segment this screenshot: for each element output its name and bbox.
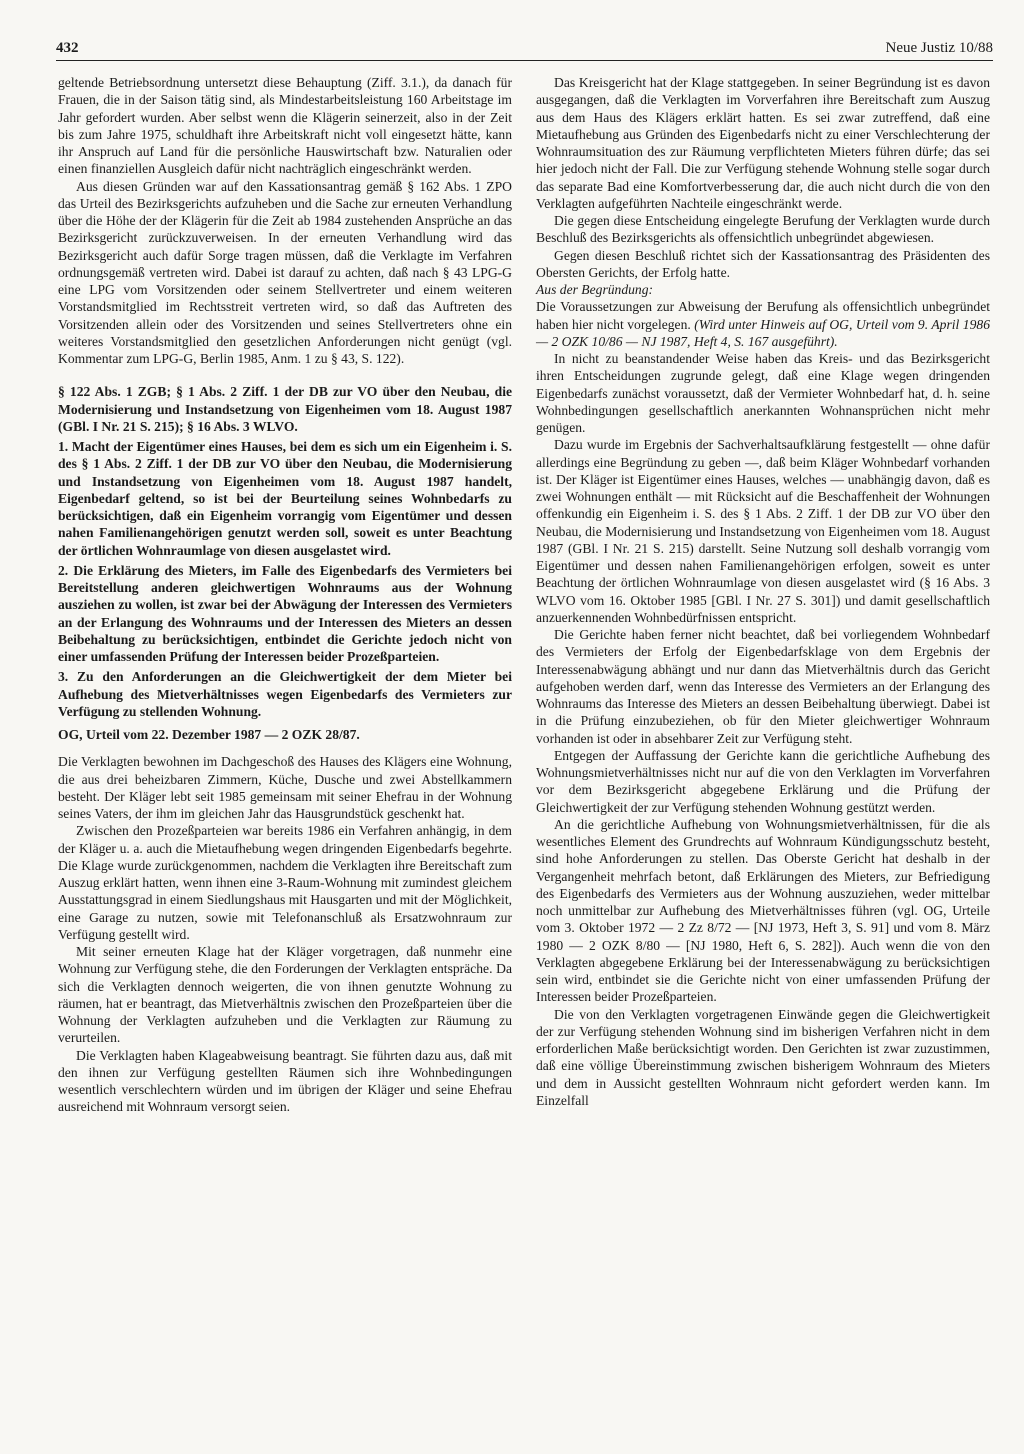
paragraph: An die gerichtliche Aufhebung von Wohnungsmietverhältnissen, für die als wesentliches Element des Grundrechts auf Wohnraum Kündigungsschutz besteht, sind hohe Anforderungen zu stellen. Das Oberste Gericht hat deshalb in der Vergangenheit mehrfach betont, daß Erklärungen des Mieters, zur Befriedigung des Eigenbedarfs des Vermieters aus der Wohnung auszuziehen, weder mittelbar noch unmittelbar zur Aufhebung des Mietverhältnisses führen (vgl. OG, Urteile vom 3. Oktober 1972 — 2 Zz 8/72 — [NJ 1973, Heft 3, S. 91] und vom 8. März 1980 — 2 OZK 8/80 — [NJ 1980, Heft 6, S. 282]). Auch wenn die von den Verklagten abgegebene Erklärung bei der Interessenabwägung zu berücksichtigen sein wird, entbindet sie die Gerichte nicht von einer umfassenden Prüfung der Interessen beider Prozeßparteien. [536, 816, 990, 1005]
paragraph: Entgegen der Auffassung der Gerichte kann die gerichtliche Aufhebung des Wohnungsmietverhältnisses nicht nur auf die von den Verklagten im Vorverfahren vor dem Bezirksgericht abgegebene Erklärung und die Prüfung der Gleichwertigkeit der zur Verfügung stehenden Wohnung gestützt werden. [536, 747, 990, 815]
paragraph: In nicht zu beanstandender Weise haben das Kreis- und das Bezirksgericht ihren Entscheidungen zugrunde gelegt, daß eine Klage wegen dringenden Eigenbedarfs zunächst voraussetzt, daß der Vermieter Wohnbedarf hat, d. h. seine Wohnbedingungen gesellschaftlich anerkannten Wohnansprüchen nicht mehr genügen. [536, 351, 990, 435]
decision-citation: OG, Urteil vom 22. Dezember 1987 — 2 OZK 28/87. [58, 727, 360, 742]
paragraph: Mit seiner erneuten Klage hat der Kläger vorgetragen, daß nunmehr eine Wohnung zur Verfügung stehe, die den Forderungen der Verklagten entspräche. Da sich die Verklagten dennoch weigerten, die von ihnen genutzte Wohnung zu räumen, hat er beantragt, das Mietverhältnis zwischen den Prozeßparteien über die Wohnung der Verklagten aufzuheben und die Verklagten zur Räumung zu verurteilen. [58, 944, 512, 1046]
headnote-item-2: 2. Die Erklärung des Mieters, im Falle des Eigenbedarfs des Vermieters bei Bereitstellung anderen gleichwertigen Wohnraums aus der Wohnung ausziehen zu wollen, ist zwar bei der Abwägung der Interessen des Vermieters an der Erlangung des Wohnraums und der Interessen des Mieters an dessen Beibehaltung zu berücksichtigen, entbindet die Gerichte jedoch nicht von einer umfassenden Prüfung der Interessen beider Prozeßparteien. [58, 562, 512, 664]
paragraph-text: Die Voraussetzungen zur Abweisung der Berufung als offensichtlich unbegründet haben hier nicht vorgelegen. [536, 299, 990, 332]
spacer [58, 743, 512, 753]
section-heading: Aus der Begründung: [536, 282, 654, 297]
legal-norms: § 122 Abs. 1 ZGB; § 1 Abs. 2 Ziff. 1 der DB zur VO über den Neubau, die Modernisierung und Instandsetzung von Eigenheimen vom 18. August 1987 (GBl. I Nr. 21 S. 215); § 16 Abs. 3 WLVO. [58, 384, 512, 434]
paragraph [536, 298, 990, 350]
right-column [536, 74, 990, 1109]
page-header [56, 36, 993, 61]
paragraph: Die Verklagten bewohnen im Dachgeschoß des Hauses des Klägers eine Wohnung, die aus drei beheizbaren Zimmern, Küche, Dusche und zwei Abstellkammern besteht. Der Kläger lebt seit 1985 gemeinsam mit seiner Ehefrau in der Wohnung seines Vaters, der ihm im gleichen Jahr das Hausgrundstück geschenkt hat. [58, 754, 512, 821]
paragraph-continued: geltende Betriebsordnung untersetzt diese Behauptung (Ziff. 3.1.), da danach für Frauen, die in der Saison tätig sind, als Mindestarbeitsleistung 160 Arbeitstage im Jahr gefordert wurden. Aber selbst wenn die Klägerin seinerzeit, also in der Zeit bis zum Jahre 1975, schuldhaft ihre Arbeitskraft nicht voll eingesetzt hätte, kann ihr Anspruch auf Land für die persönliche Hauswirtschaft bzw. Naturalien oder einen finanziellen Ausgleich dafür nicht nachträglich eingeschränkt werden. [58, 75, 512, 177]
paragraph: Die von den Verklagten vorgetragenen Einwände gegen die Gleichwertigkeit der zur Verfügung stehenden Wohnung sind im bisherigen Verfahren nicht in dem erforderlichen Maße berücksichtigt worden. Den Gerichten ist zwar zuzustimmen, daß eine völlige Übereinstimmung zwischen bisherigem Wohnraum des Mieters und dem in Aussicht gestellten Wohnraum nicht gefordert werden kann. Im Einzelfall [536, 1006, 990, 1108]
paragraph: Dazu wurde im Ergebnis der Sachverhaltsaufklärung festgestellt — ohne dafür allerdings eine Begründung zu geben —, daß beim Kläger Wohnbedarf vorhanden ist. Der Kläger ist Eigentümer eines Hauses, welches — unabhängig davon, daß es zwei Wohnungen enthält — mit Rücksicht auf die Beschaffenheit der Wohnungen offenkundig ein Eigenheim i. S. des § 1 Abs. 2 Ziff. 1 der DB zur VO über den Neubau, die Modernisierung und Instandsetzung von Eigenheimen vom 18. August 1987 (GBl. I Nr. 21 S. 215) darstellt. Seine Nutzung soll deshalb vorrangig vom Eigentümer und dessen nahen Familienangehörigen erfolgen, soweit es unter Beachtung der örtlichen Wohnraumlage von diesen ausgelastet wird (§ 16 Abs. 3 WLVO vom 16. Oktober 1985 [GBl. I Nr. 27 S. 301]) und damit gesellschaftlich anzuerkennenden Wohnbedürfnissen entspricht. [536, 437, 990, 625]
left-column [58, 74, 512, 1116]
headnote-item-1: 1. Macht der Eigentümer eines Hauses, bei dem es sich um ein Eigenheim i. S. des § 1 Abs. 2 Ziff. 1 der DB zur VO über den Neubau, die Modernisierung und Instandsetzung von Eigenheimen vom 18. August 1987 handelt, Eigenbedarf geltend, so ist bei der Beurteilung seines Wohnbedarfs zu berücksichtigen, daß ein Eigenheim vorrangig vom Eigentümer und dessen nahen Familienangehörigen genutzt werden soll, soweit es unter Beachtung der örtlichen Wohnraumlage von diesen ausgelastet wird. [58, 439, 512, 558]
reference-note: (Wird unter Hinweis auf OG, Urteil vom 9. April 1986 — 2 OZK 10/86 — NJ 1987, Heft 4, S. 167 ausgeführt). [536, 316, 990, 349]
decision-headnote [58, 383, 512, 743]
paragraph: Die Verklagten haben Klageabweisung beantragt. Sie führten dazu aus, daß mit den ihnen zur Verfügung gestellten Räumen sich ihre Wohnbedingungen wesentlich verschlechtern würden und im übrigen der Kläger und seine Ehefrau ausreichend mit Wohnraum versorgt seien. [58, 1047, 512, 1115]
page-number: 432 [56, 40, 79, 56]
paragraph: Aus diesen Gründen war auf den Kassationsantrag gemäß § 162 Abs. 1 ZPO das Urteil des Bezirksgerichts aufzuheben und die Sache zur erneuten Verhandlung über die Höhe der der Klägerin für die Zeit ab 1984 zustehenden Ansprüche an das Bezirksgericht zurückzuverweisen. In der erneuten Verhandlung wird das Bezirksgericht auch dafür Sorge tragen müssen, daß die Verklagte im Verfahren ordnungsgemäß vertreten wird. Dabei ist darauf zu achten, daß nach § 43 LPG-G eine LPG vom Vorsitzenden oder seinem Stellvertreter und einem weiteren Vorstandsmitglied im Rechtsstreit vertreten wird, so daß das Auftreten des Vorsitzenden allein oder des Vorsitzenden und seines Stellvertreters ohne ein weiteres Vorstandsmitglied den gesetzlichen Anforderungen nicht genügt (vgl. Kommentar zum LPG-G, Berlin 1985, Anm. 1 zu § 43, S. 122). [58, 178, 512, 366]
paragraph: Die Gerichte haben ferner nicht beachtet, daß bei vorliegendem Wohnbedarf des Vermieters der Erfolg der Eigenbedarfsklage von dem Ergebnis der Interessenabwägung abhängt und nur dann das Mietverhältnis durch das Gericht aufgehoben werden darf, wenn das Interesse des Vermieters an der Erlangung des Wohnraums das Interesse des Mieters an dessen Beibehaltung überwiegt. Dabei ist in die Prüfung einzubeziehen, ob für den Mieter gleichwertiger Wohnraum vorhanden ist oder in absehbarer Zeit zur Verfügung steht. [536, 627, 990, 746]
paragraph: Die gegen diese Entscheidung eingelegte Berufung der Verklagten wurde durch Beschluß des Bezirksgerichts als offensichtlich unbegründet abgewiesen. [536, 213, 990, 246]
paragraph: Das Kreisgericht hat der Klage stattgegeben. In seiner Begründung ist es davon ausgegangen, daß die Verklagten im Vorverfahren ihre Bereitschaft zum Auszug aus dem Haus des Klägers erklärt hatten. Es sei zwar zutreffend, daß eine Mietaufhebung aus Gründen des Eigenbedarfs nicht zu einer Verschlechterung der Wohnraumsituation des zur Räumung verpflichteten Mieters führen dürfe; das sei hier jedoch nicht der Fall. Die zur Verfügung stehende Wohnung stelle sogar durch das separate Bad eine Komfortverbesserung dar, die auch nicht durch die von den Verklagten aufgeführten Nachteile eingeschränkt werde. [536, 75, 990, 211]
journal-issue: Neue Justiz 10/88 [885, 40, 993, 56]
headnote-item-3: 3. Zu den Anforderungen an die Gleichwertigkeit der dem Mieter bei Aufhebung des Mietverhältnisses wegen Eigenbedarfs des Vermieters zur Verfügung zu stellenden Wohnung. [58, 669, 512, 719]
paragraph: Zwischen den Prozeßparteien war bereits 1986 ein Verfahren anhängig, in dem der Kläger u. a. auch die Mietaufhebung wegen dringenden Eigenbedarfs begehrte. Die Klage wurde zurückgenommen, nachdem die Verklagten ihre Bereitschaft zum Auszug erklärt hatten, wenn ihnen eine 3-Raum-Wohnung mit zumindest gleichem Ausstattungsgrad in einem Siedlungshaus mit Hausgarten und mit der Möglichkeit, eine Garage zu nutzen, sowie mit Telefonanschluß als Ersatzwohnraum zur Verfügung gestellt wird. [58, 823, 512, 942]
paragraph: Gegen diesen Beschluß richtet sich der Kassationsantrag des Präsidenten des Obersten Gerichts, der Erfolg hatte. [536, 247, 990, 280]
